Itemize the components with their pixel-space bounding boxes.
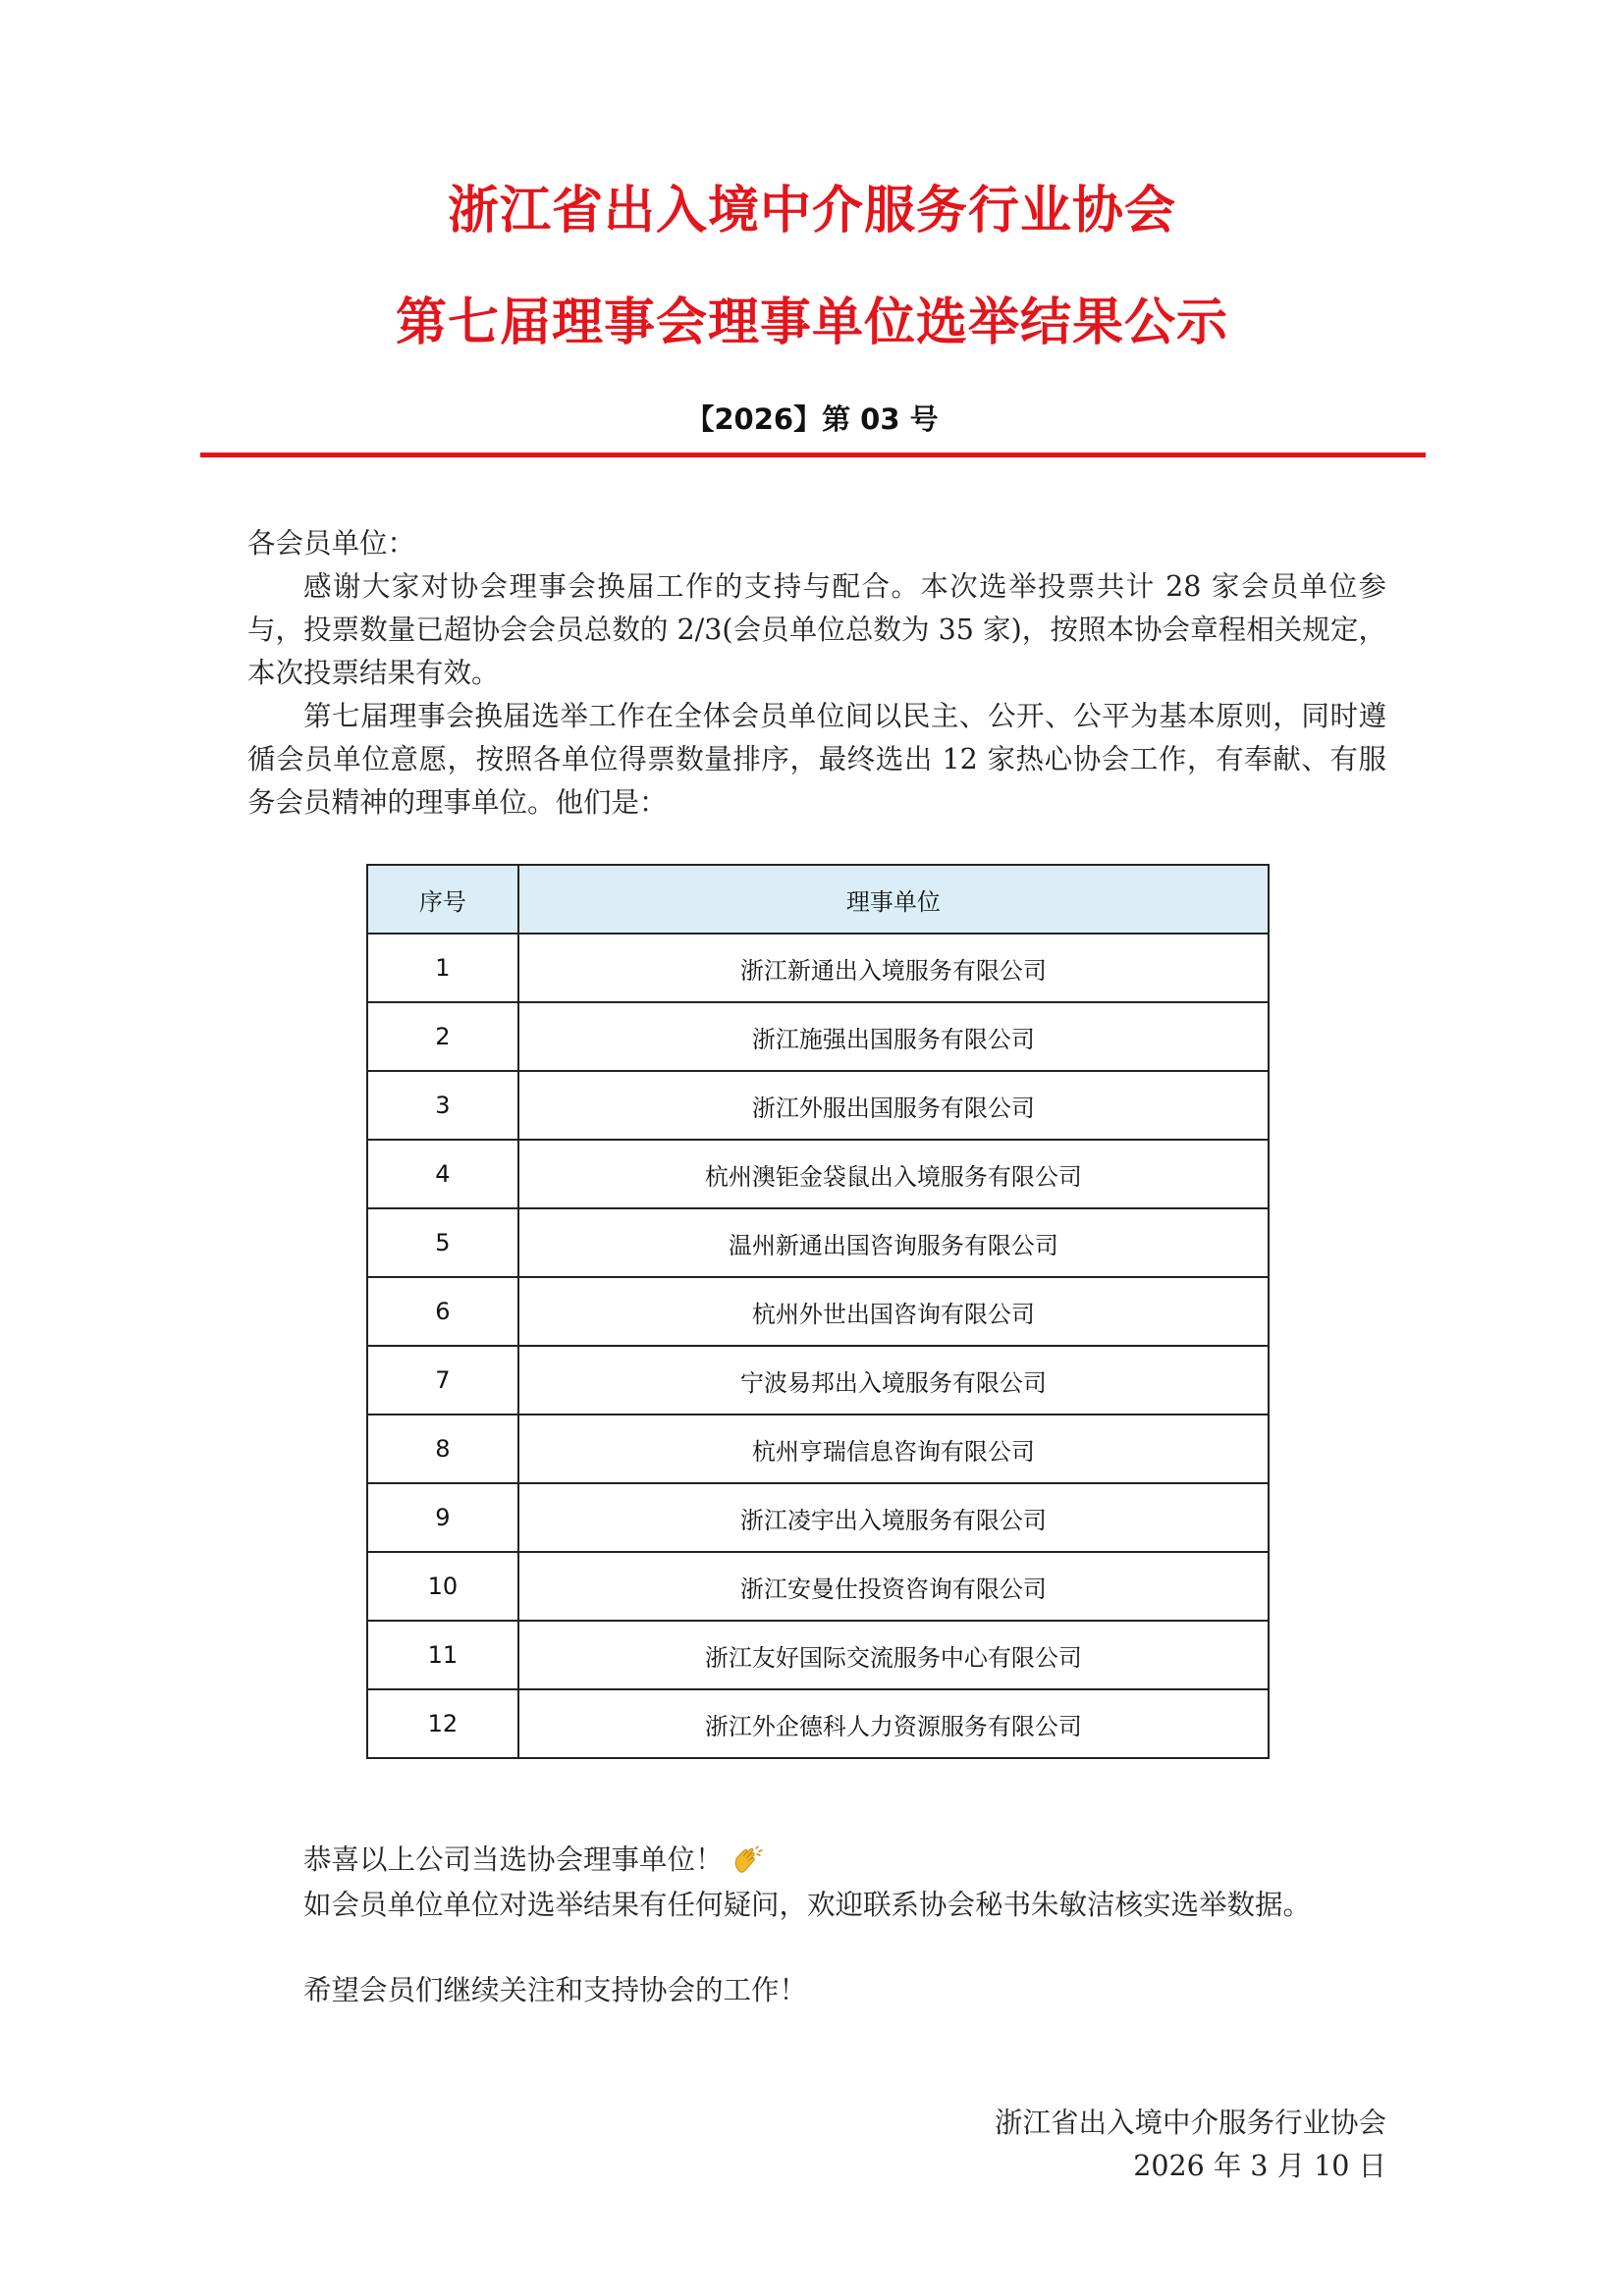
row-number: 1 <box>367 934 518 1002</box>
table-row <box>367 1002 1269 1071</box>
title-line-2: 第七届理事会理事单位选举结果公示 <box>395 294 1228 352</box>
table-row <box>367 1621 1269 1689</box>
directors-table <box>366 864 1270 1759</box>
row-unit-name: 浙江友好国际交流服务中心有限公司 <box>518 1621 1269 1689</box>
row-number: 7 <box>367 1346 518 1415</box>
table-row <box>367 1140 1269 1208</box>
row-unit-name: 浙江新通出入境服务有限公司 <box>518 934 1269 1002</box>
paragraph-1-block <box>247 565 1386 695</box>
row-number: 3 <box>367 1071 518 1140</box>
row-unit-name: 浙江凌宇出入境服务有限公司 <box>518 1483 1269 1552</box>
clapping-hands-icon <box>731 1845 763 1875</box>
row-unit-name: 浙江施强出国服务有限公司 <box>518 1002 1269 1071</box>
salutation: 各会员单位： <box>247 527 416 560</box>
row-number: 9 <box>367 1483 518 1552</box>
row-number: 4 <box>367 1140 518 1208</box>
row-unit-name: 杭州澳钜金袋鼠出入境服务有限公司 <box>518 1140 1269 1208</box>
paragraph-2: 第七届理事会换届选举工作在全体会员单位间以民主、公开、公平为基本原则，同时遵循会员单位意愿，按照各单位得票数量排序，最终选出 12 家热心协会工作，有奉献、有服务会员精神的理事单位。他们是： <box>247 700 1386 819</box>
title-line-1: 浙江省出入境中介服务行业协会 <box>447 182 1176 240</box>
row-number: 8 <box>367 1415 518 1483</box>
table-row <box>367 1552 1269 1621</box>
table-row <box>367 1208 1269 1277</box>
row-unit-name: 杭州亨瑞信息咨询有限公司 <box>518 1415 1269 1483</box>
row-number: 12 <box>367 1689 518 1758</box>
signature-date: 2026 年 3 月 10 日 <box>1133 2150 1386 2182</box>
paragraph-1: 感谢大家对协会理事会换届工作的支持与配合。本次选举投票共计 28 家会员单位参与，投票数量已超协会会员总数的 2/3(会员单位总数为 35 家)，按照本协会章程相关规定，本次投票结果有效。 <box>247 570 1386 689</box>
paragraph-2-block <box>247 695 1386 825</box>
row-number: 6 <box>367 1277 518 1346</box>
hope-line: 希望会员们继续关注和支持协会的工作！ <box>303 1974 808 2006</box>
row-number: 5 <box>367 1208 518 1277</box>
table-row <box>367 1346 1269 1415</box>
red-divider <box>200 453 1426 457</box>
row-unit-name: 杭州外世出国咨询有限公司 <box>518 1277 1269 1346</box>
table-row <box>367 934 1269 1002</box>
row-number: 11 <box>367 1621 518 1689</box>
table-header-row <box>367 865 1269 934</box>
signature-organization: 浙江省出入境中介服务行业协会 <box>994 2107 1386 2139</box>
row-unit-name: 浙江安曼仕投资咨询有限公司 <box>518 1552 1269 1621</box>
header-unit: 理事单位 <box>518 865 1269 934</box>
contact-line: 如会员单位单位对选举结果有任何疑问，欢迎联系协会秘书朱敏洁核实选举数据。 <box>303 1889 1312 1921</box>
row-unit-name: 宁波易邦出入境服务有限公司 <box>518 1346 1269 1415</box>
table-row <box>367 1483 1269 1552</box>
header-number: 序号 <box>367 865 518 934</box>
row-number: 10 <box>367 1552 518 1621</box>
table-row <box>367 1415 1269 1483</box>
table-row <box>367 1277 1269 1346</box>
table-row <box>367 1071 1269 1140</box>
row-unit-name: 浙江外企德科人力资源服务有限公司 <box>518 1689 1269 1758</box>
congrats-line <box>303 1838 763 1878</box>
document-number: 【2026】第 03 号 <box>685 402 939 436</box>
row-unit-name: 浙江外服出国服务有限公司 <box>518 1071 1269 1140</box>
row-number: 2 <box>367 1002 518 1071</box>
congrats-text: 恭喜以上公司当选协会理事单位！ <box>303 1843 724 1876</box>
table-row <box>367 1689 1269 1758</box>
row-unit-name: 温州新通出国咨询服务有限公司 <box>518 1208 1269 1277</box>
